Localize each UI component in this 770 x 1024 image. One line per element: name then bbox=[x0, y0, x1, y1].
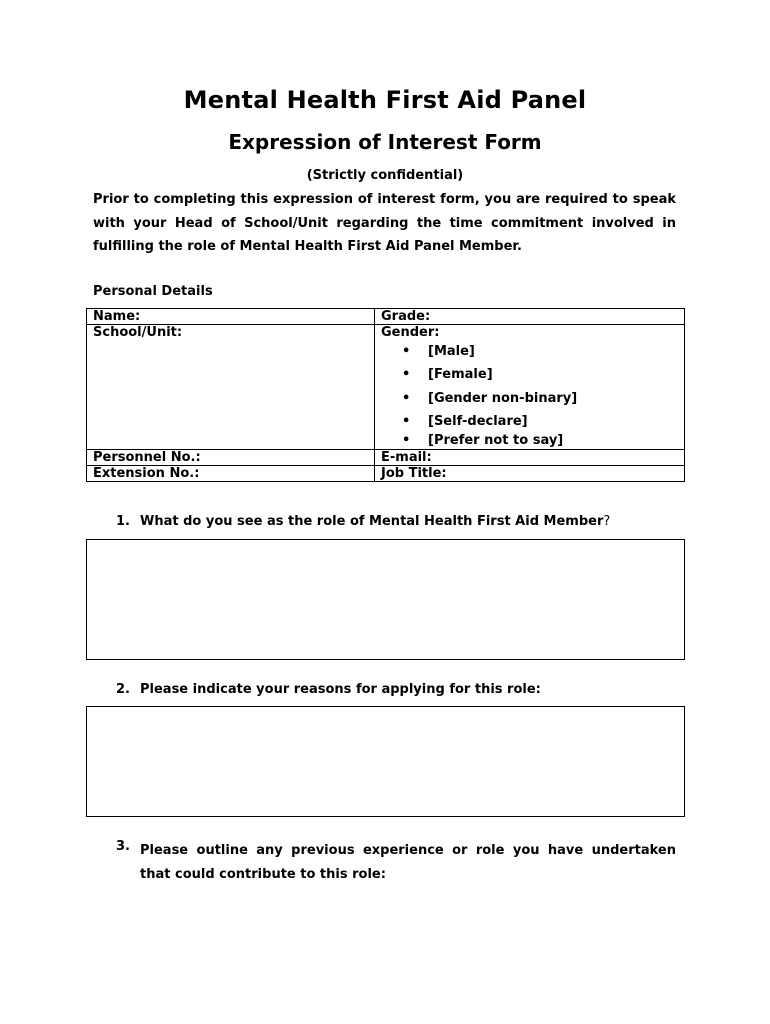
question-mark: ? bbox=[603, 514, 611, 529]
bullet-icon: • bbox=[402, 390, 411, 406]
gender-option-label: [Self-declare] bbox=[428, 413, 528, 429]
gender-option-label: [Prefer not to say] bbox=[428, 433, 564, 449]
answer-box-1[interactable] bbox=[86, 539, 685, 660]
name-field[interactable] bbox=[87, 309, 375, 325]
school-unit-label: School/Unit: bbox=[93, 325, 183, 340]
question-number: 1. bbox=[116, 514, 130, 529]
intro-paragraph: Prior to completing this expression of interest form, you are required to speak with your Head of School/Unit regarding the time commitment involved in fulfilling the role of Mental Health First Aid Panel Member. bbox=[93, 192, 676, 254]
school-unit-field[interactable] bbox=[87, 325, 375, 450]
question-text: Please outline any previous experience or role you have undertaken that could contribute to this role: bbox=[140, 843, 676, 882]
bullet-icon: • bbox=[402, 413, 411, 429]
question-text: What do you see as the role of Mental Health First Aid Member bbox=[140, 514, 604, 529]
table-row bbox=[87, 325, 685, 450]
answer-box-2[interactable] bbox=[86, 706, 685, 817]
personnel-no-label: Personnel No.: bbox=[93, 450, 201, 466]
gender-option-label: [Male] bbox=[428, 344, 475, 359]
extension-no-field[interactable] bbox=[87, 466, 375, 482]
gender-option-prefer-not-to-say[interactable] bbox=[381, 433, 678, 449]
bullet-icon: • bbox=[402, 367, 411, 383]
gender-label: Gender: bbox=[381, 325, 440, 340]
confidential-note: (Strictly confidential) bbox=[306, 168, 464, 183]
gender-option-self-declare[interactable] bbox=[381, 410, 678, 433]
email-label: E-mail: bbox=[381, 450, 432, 466]
page-subtitle: Expression of Interest Form bbox=[228, 130, 542, 154]
gender-field bbox=[375, 325, 685, 450]
gender-option-label: [Female] bbox=[428, 367, 493, 383]
bullet-icon: • bbox=[402, 344, 411, 359]
question-text: Please indicate your reasons for applying for this role: bbox=[140, 682, 541, 697]
question-number: 3. bbox=[116, 839, 130, 854]
grade-field[interactable] bbox=[375, 309, 685, 325]
question-number: 2. bbox=[116, 682, 130, 697]
gender-option-female[interactable] bbox=[381, 363, 678, 386]
job-title-field[interactable] bbox=[375, 466, 685, 482]
gender-options-list bbox=[381, 340, 678, 449]
job-title-label: Job Title: bbox=[381, 466, 447, 482]
extension-no-label: Extension No.: bbox=[93, 466, 200, 482]
grade-label: Grade: bbox=[381, 309, 431, 324]
table-row bbox=[87, 309, 685, 325]
gender-option-label: [Gender non-binary] bbox=[428, 390, 578, 406]
personal-details-heading: Personal Details bbox=[93, 284, 213, 299]
gender-option-male[interactable] bbox=[381, 340, 678, 363]
email-field[interactable] bbox=[375, 450, 685, 466]
bullet-icon: • bbox=[402, 433, 411, 449]
page-title: Mental Health First Aid Panel bbox=[183, 86, 587, 114]
table-row bbox=[87, 450, 685, 466]
personnel-no-field[interactable] bbox=[87, 450, 375, 466]
table-row bbox=[87, 466, 685, 482]
personal-details-table bbox=[86, 308, 685, 482]
name-label: Name: bbox=[93, 309, 141, 324]
question-text-wrap bbox=[140, 514, 610, 529]
gender-option-non-binary[interactable] bbox=[381, 387, 678, 410]
